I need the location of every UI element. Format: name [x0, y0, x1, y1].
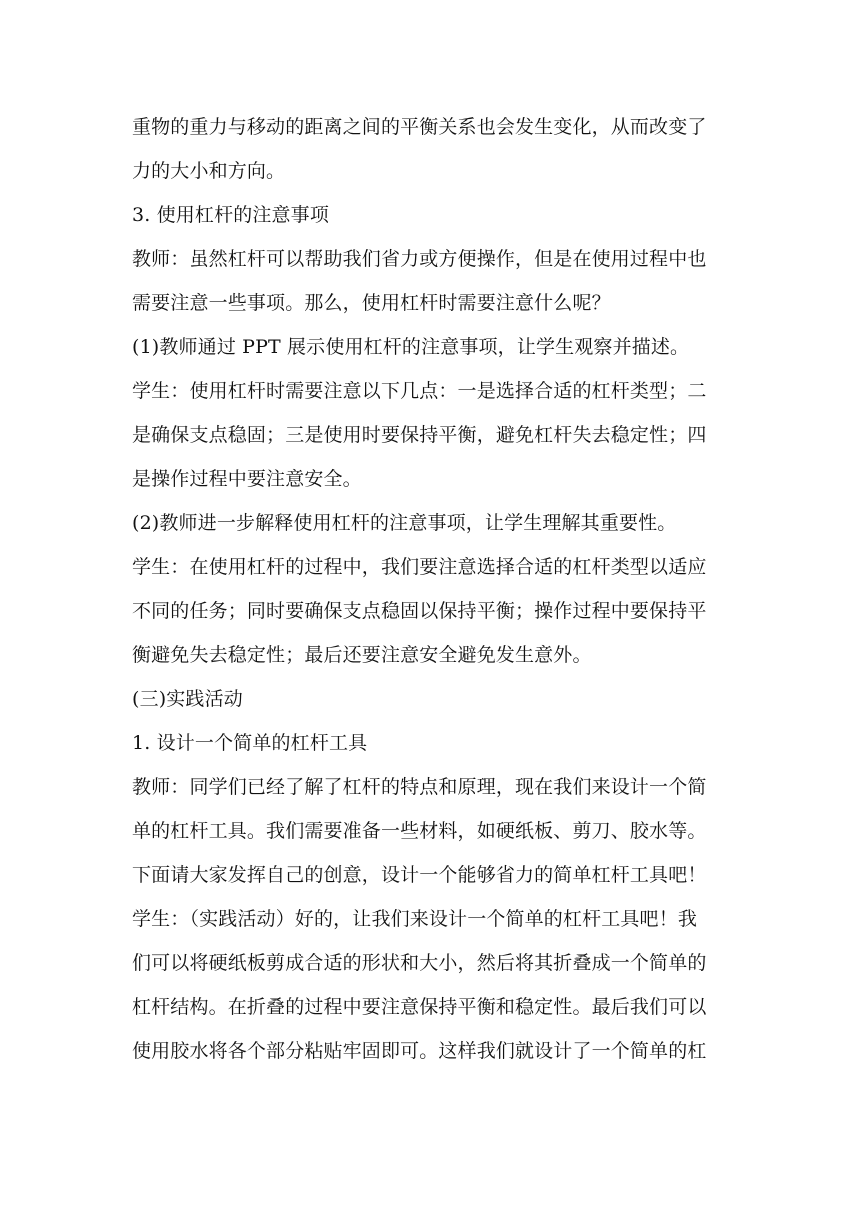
text-line-22: 使用胶水将各个部分粘贴牢固即可。这样我们就设计了一个简单的杠 [132, 1040, 707, 1062]
text-line-18: 下面请大家发挥自己的创意，设计一个能够省力的简单杠杆工具吧！ [132, 864, 707, 886]
subsection-heading-1: 1. 设计一个简单的杠杆工具 [132, 732, 368, 754]
text-line-7: 学生：使用杠杆时需要注意以下几点：一是选择合适的杠杆类型；二 [132, 380, 707, 402]
text-line-13: 衡避免失去稳定性；最后还要注意安全避免发生意外。 [132, 644, 592, 666]
text-line-8: 是确保支点稳固；三是使用时要保持平衡，避免杠杆失去稳定性；四 [132, 424, 707, 446]
text-line-5: 需要注意一些事项。那么，使用杠杆时需要注意什么呢？ [132, 292, 611, 314]
text-line-1: 重物的重力与移动的距离之间的平衡关系也会发生变化，从而改变了 [132, 116, 707, 138]
text-line-11: 学生：在使用杠杆的过程中，我们要注意选择合适的杠杆类型以适应 [132, 556, 707, 578]
text-line-9: 是操作过程中要注意安全。 [132, 468, 362, 490]
text-line-4: 教师：虽然杠杆可以帮助我们省力或方便操作，但是在使用过程中也 [132, 248, 707, 270]
text-line-20: 们可以将硬纸板剪成合适的形状和大小，然后将其折叠成一个简单的 [132, 952, 707, 974]
text-line-16: 教师：同学们已经了解了杠杆的特点和原理，现在我们来设计一个简 [132, 776, 707, 798]
text-line-21: 杠杆结构。在折叠的过程中要注意保持平衡和稳定性。最后我们可以 [132, 996, 707, 1018]
section-heading-practice: (三)实践活动 [132, 688, 243, 710]
text-line-12: 不同的任务；同时要确保支点稳固以保持平衡；操作过程中要保持平 [132, 600, 707, 622]
text-line-19: 学生：（实践活动）好的，让我们来设计一个简单的杠杆工具吧！我 [132, 908, 698, 930]
text-line-17: 单的杠杆工具。我们需要准备一些材料，如硬纸板、剪刀、胶水等。 [132, 820, 707, 842]
text-line-6: (1)教师通过 PPT 展示使用杠杆的注意事项，让学生观察并描述。 [132, 336, 690, 358]
text-line-10: (2)教师进一步解释使用杠杆的注意事项，让学生理解其重要性。 [132, 512, 677, 534]
section-heading-3: 3. 使用杠杆的注意事项 [132, 204, 329, 226]
document-body [132, 105, 732, 1073]
text-line-2: 力的大小和方向。 [132, 160, 286, 182]
